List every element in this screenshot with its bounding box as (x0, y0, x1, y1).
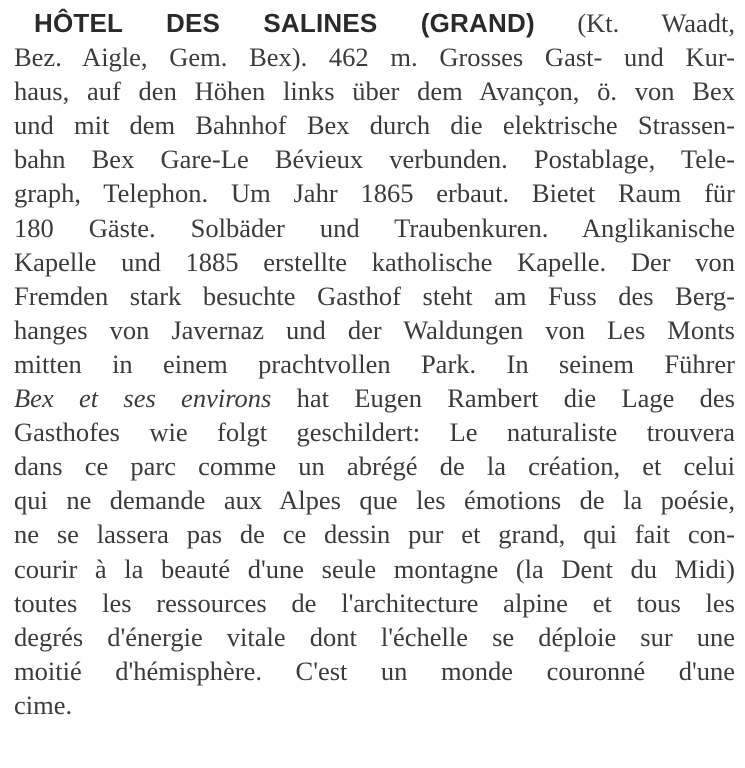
entry-line-20: moitié d'hémisphère. C'est un monde couronné d'une (14, 655, 735, 686)
entry-line-21: cime. (14, 689, 73, 720)
entry-line-1 (14, 6, 735, 40)
entry-line-12 (14, 381, 735, 415)
entry-line-2: Bez. Aigle, Gem. Bex). 462 m. Grosses Gast- und Kur- (14, 42, 735, 73)
entry-line-6: graph, Telephon. Um Jahr 1865 erbaut. Bietet Raum für (14, 178, 735, 209)
entry-line-7: 180 Gäste. Solbäder und Traubenkuren. Anglikanische (14, 212, 735, 243)
entry-line-13: Gasthofes wie folgt geschildert: Le naturaliste trouvera (14, 417, 735, 448)
entry-line-5: bahn Bex Gare-Le Bévieux verbunden. Postablage, Tele- (14, 144, 735, 175)
entry-line-4: und mit dem Bahnhof Bex durch die elektrische Strassen- (14, 110, 735, 141)
entry-heading: HÔTEL DES SALINES (GRAND) (34, 8, 535, 38)
entry-text: (Kt. Waadt, (534, 8, 735, 38)
encyclopedia-entry (14, 6, 735, 762)
entry-text: hat Eugen Rambert die Lage des (296, 383, 735, 414)
entry-line-16: ne se lassera pas de ce dessin pur et grand, qui fait con- (14, 519, 735, 550)
entry-line-10: hanges von Javernaz und der Waldungen von Les Monts (14, 314, 735, 345)
entry-line-14: dans ce parc comme un abrégé de la création, et celui (14, 451, 735, 482)
entry-line-19: degrés d'énergie vitale dont l'échelle se déploie sur une (14, 621, 735, 652)
entry-line-3: haus, auf den Höhen links über dem Avançon, ö. von Bex (14, 76, 735, 107)
entry-line-17: courir à la beauté d'une seule montagne (la Dent du Midi) (14, 553, 735, 584)
entry-line-11: mitten in einem prachtvollen Park. In seinem Führer (14, 348, 735, 379)
entry-line-8: Kapelle und 1885 erstellte katholische Kapelle. Der von (14, 246, 735, 277)
entry-line-15: qui ne demande aux Alpes que les émotions de la poésie, (14, 485, 735, 516)
book-title: Bex et ses environs (14, 383, 272, 414)
entry-line-18: toutes les ressources de l'architecture alpine et tous les (14, 587, 735, 618)
entry-line-9: Fremden stark besuchte Gasthof steht am Fuss des Berg- (14, 280, 735, 311)
